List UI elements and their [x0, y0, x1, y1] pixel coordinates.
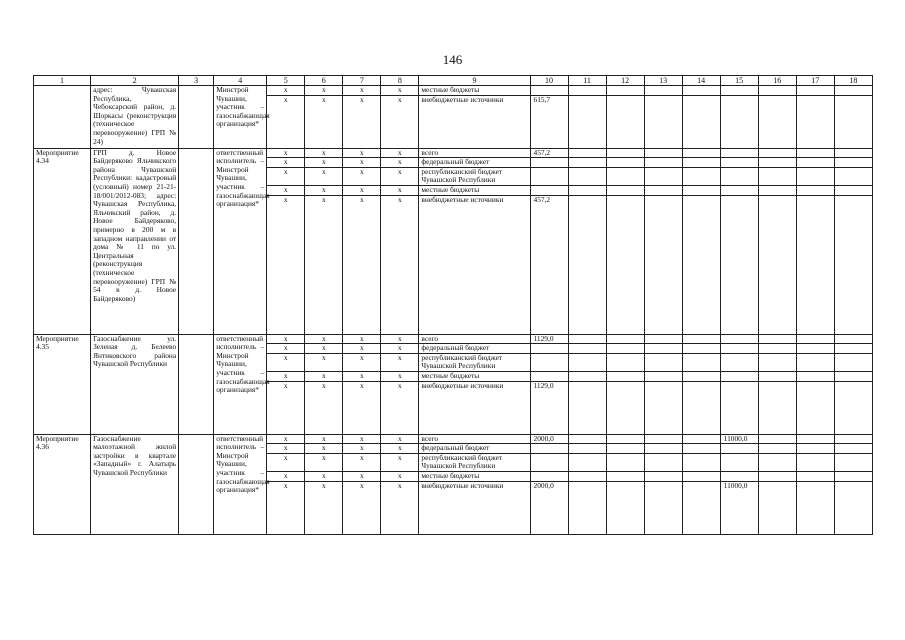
amount-col-17: [796, 481, 834, 534]
amount-col-10: [530, 158, 568, 168]
funding-source: республиканский бюджет Чувашской Республики: [419, 167, 530, 185]
funding-source: республиканский бюджет Чувашской Республики: [419, 353, 530, 371]
budget-code-cell: x: [343, 167, 381, 185]
column-header-4: 4: [214, 76, 267, 86]
budget-code-cell: x: [381, 444, 419, 454]
column-header-5: 5: [267, 76, 305, 86]
amount-col-11: [568, 195, 606, 334]
amount-col-10: 1129,0: [530, 381, 568, 434]
budget-code-cell: x: [305, 148, 343, 158]
budget-code-cell: x: [305, 453, 343, 471]
measure-id: Мероприятие 4.36: [34, 434, 91, 534]
funding-source: местные бюджеты: [419, 185, 530, 195]
budget-code-cell: x: [305, 185, 343, 195]
amount-col-14: [682, 148, 720, 158]
amount-col-10: [530, 167, 568, 185]
column-header-1: 1: [34, 76, 91, 86]
column-header-15: 15: [720, 76, 758, 86]
amount-col-14: [682, 158, 720, 168]
budget-code-cell: x: [381, 381, 419, 434]
amount-col-10: 2000,0: [530, 481, 568, 534]
amount-col-18: [834, 381, 872, 434]
amount-col-17: [796, 471, 834, 481]
budget-code-cell: x: [381, 167, 419, 185]
budget-code-cell: x: [267, 148, 305, 158]
column-header-11: 11: [568, 76, 606, 86]
funding-source: внебюджетные источники: [419, 481, 530, 534]
funding-source: местные бюджеты: [419, 471, 530, 481]
amount-col-14: [682, 95, 720, 148]
budget-code-cell: x: [305, 481, 343, 534]
funding-source: местные бюджеты: [419, 371, 530, 381]
amount-col-17: [796, 353, 834, 371]
budget-code-cell: x: [343, 434, 381, 444]
budget-code-cell: x: [381, 434, 419, 444]
column-header-7: 7: [343, 76, 381, 86]
amount-col-12: [606, 471, 644, 481]
amount-col-13: [644, 344, 682, 354]
funding-source: всего: [419, 334, 530, 344]
budget-code-cell: x: [305, 371, 343, 381]
amount-col-17: [796, 453, 834, 471]
program-table: [33, 75, 873, 535]
amount-col-17: [796, 371, 834, 381]
amount-col-14: [682, 444, 720, 454]
funding-source: федеральный бюджет: [419, 444, 530, 454]
budget-code-cell: x: [343, 195, 381, 334]
amount-col-14: [682, 453, 720, 471]
amount-col-15: [720, 381, 758, 434]
amount-col-12: [606, 86, 644, 96]
amount-col-14: [682, 371, 720, 381]
budget-code-cell: x: [343, 95, 381, 148]
amount-col-11: [568, 334, 606, 344]
amount-col-11: [568, 158, 606, 168]
amount-col-12: [606, 381, 644, 434]
budget-code-cell: x: [305, 344, 343, 354]
amount-col-12: [606, 158, 644, 168]
amount-col-12: [606, 371, 644, 381]
amount-col-15: [720, 195, 758, 334]
funding-source: внебюджетные источники: [419, 95, 530, 148]
budget-code-cell: x: [381, 371, 419, 381]
measure-term: [179, 86, 214, 149]
measure-description: адрес: Чувашская Республика, Чебоксарский район, д. Шоркасы (реконструкция (техническое перевооружение) ГРП № 24): [91, 86, 179, 149]
amount-col-11: [568, 86, 606, 96]
amount-col-16: [758, 195, 796, 334]
amount-col-16: [758, 434, 796, 444]
amount-col-10: [530, 353, 568, 371]
budget-code-cell: x: [381, 334, 419, 344]
amount-col-11: [568, 453, 606, 471]
column-header-12: 12: [606, 76, 644, 86]
amount-col-10: [530, 453, 568, 471]
amount-col-14: [682, 334, 720, 344]
amount-col-17: [796, 185, 834, 195]
budget-code-cell: x: [381, 158, 419, 168]
column-header-16: 16: [758, 76, 796, 86]
amount-col-18: [834, 344, 872, 354]
amount-col-10: [530, 185, 568, 195]
amount-col-11: [568, 371, 606, 381]
budget-code-cell: x: [343, 185, 381, 195]
column-header-2: 2: [91, 76, 179, 86]
measure-id: [34, 86, 91, 149]
amount-col-11: [568, 471, 606, 481]
budget-code-cell: x: [381, 453, 419, 471]
amount-col-13: [644, 95, 682, 148]
budget-code-cell: x: [305, 167, 343, 185]
responsible-executor: ответственный исполнитель – Минстрой Чувашии, участник – газоснабжающая организация*: [214, 434, 267, 534]
budget-code-cell: x: [267, 158, 305, 168]
amount-col-14: [682, 185, 720, 195]
budget-code-cell: x: [267, 86, 305, 96]
amount-col-16: [758, 471, 796, 481]
amount-col-13: [644, 86, 682, 96]
amount-col-14: [682, 195, 720, 334]
amount-col-17: [796, 148, 834, 158]
column-header-10: 10: [530, 76, 568, 86]
amount-col-18: [834, 434, 872, 444]
budget-code-cell: x: [305, 471, 343, 481]
amount-col-13: [644, 434, 682, 444]
budget-code-cell: x: [343, 86, 381, 96]
table-body: [34, 86, 873, 535]
amount-col-18: [834, 444, 872, 454]
amount-col-18: [834, 471, 872, 481]
amount-col-13: [644, 195, 682, 334]
amount-col-14: [682, 471, 720, 481]
amount-col-15: [720, 444, 758, 454]
budget-code-cell: x: [343, 353, 381, 371]
budget-code-cell: x: [267, 471, 305, 481]
amount-col-15: 11000,0: [720, 434, 758, 444]
budget-code-cell: x: [267, 481, 305, 534]
budget-code-cell: x: [267, 444, 305, 454]
amount-col-13: [644, 371, 682, 381]
amount-col-10: [530, 471, 568, 481]
budget-code-cell: x: [305, 381, 343, 434]
amount-col-15: [720, 158, 758, 168]
budget-code-cell: x: [267, 453, 305, 471]
budget-code-cell: x: [343, 444, 381, 454]
amount-col-14: [682, 481, 720, 534]
measure-term: [179, 334, 214, 434]
budget-code-cell: x: [305, 353, 343, 371]
budget-code-cell: x: [343, 453, 381, 471]
budget-code-cell: x: [305, 86, 343, 96]
amount-col-18: [834, 453, 872, 471]
budget-code-cell: x: [305, 195, 343, 334]
amount-col-12: [606, 195, 644, 334]
amount-col-16: [758, 353, 796, 371]
amount-col-11: [568, 481, 606, 534]
budget-code-cell: x: [267, 167, 305, 185]
amount-col-11: [568, 381, 606, 434]
budget-code-cell: x: [381, 148, 419, 158]
amount-col-15: [720, 167, 758, 185]
column-header-9: 9: [419, 76, 530, 86]
budget-code-cell: x: [381, 481, 419, 534]
amount-col-12: [606, 344, 644, 354]
amount-col-16: [758, 453, 796, 471]
amount-col-17: [796, 86, 834, 96]
funding-source: федеральный бюджет: [419, 158, 530, 168]
amount-col-10: [530, 444, 568, 454]
budget-code-cell: x: [381, 95, 419, 148]
column-header-8: 8: [381, 76, 419, 86]
amount-col-17: [796, 334, 834, 344]
funding-source: местные бюджеты: [419, 86, 530, 96]
budget-code-cell: x: [305, 444, 343, 454]
amount-col-16: [758, 481, 796, 534]
amount-col-14: [682, 86, 720, 96]
amount-col-16: [758, 158, 796, 168]
amount-col-10: [530, 86, 568, 96]
amount-col-17: [796, 95, 834, 148]
budget-code-cell: x: [267, 195, 305, 334]
amount-col-12: [606, 453, 644, 471]
amount-col-15: [720, 353, 758, 371]
amount-col-14: [682, 381, 720, 434]
amount-col-12: [606, 481, 644, 534]
amount-col-18: [834, 86, 872, 96]
funding-source: всего: [419, 148, 530, 158]
amount-col-15: [720, 371, 758, 381]
amount-col-12: [606, 148, 644, 158]
amount-col-17: [796, 381, 834, 434]
amount-col-16: [758, 185, 796, 195]
measure-id: Мероприятие 4.35: [34, 334, 91, 434]
amount-col-13: [644, 444, 682, 454]
budget-code-cell: x: [381, 185, 419, 195]
amount-col-18: [834, 148, 872, 158]
budget-code-cell: x: [381, 195, 419, 334]
amount-col-17: [796, 158, 834, 168]
amount-col-14: [682, 167, 720, 185]
budget-code-cell: x: [343, 344, 381, 354]
budget-code-cell: x: [305, 95, 343, 148]
amount-col-11: [568, 353, 606, 371]
amount-col-14: [682, 353, 720, 371]
amount-col-18: [834, 158, 872, 168]
budget-code-cell: x: [267, 434, 305, 444]
budget-code-cell: x: [381, 344, 419, 354]
amount-col-15: [720, 148, 758, 158]
amount-col-17: [796, 434, 834, 444]
amount-col-17: [796, 444, 834, 454]
measure-description: Газоснабжение малоэтажной жилой застройки в квартале «Западный» г. Алатырь Чувашской Республики: [91, 434, 179, 534]
budget-code-cell: x: [267, 95, 305, 148]
budget-code-cell: x: [267, 344, 305, 354]
amount-col-17: [796, 344, 834, 354]
amount-col-12: [606, 167, 644, 185]
amount-col-14: [682, 344, 720, 354]
amount-col-13: [644, 334, 682, 344]
funding-source: внебюджетные источники: [419, 381, 530, 434]
column-header-17: 17: [796, 76, 834, 86]
column-header-18: 18: [834, 76, 872, 86]
column-header-14: 14: [682, 76, 720, 86]
amount-col-15: [720, 344, 758, 354]
budget-code-cell: x: [343, 158, 381, 168]
funding-source: всего: [419, 434, 530, 444]
budget-code-cell: x: [343, 471, 381, 481]
amount-col-11: [568, 167, 606, 185]
column-number-row: [34, 76, 873, 86]
budget-code-cell: x: [267, 371, 305, 381]
amount-col-10: [530, 371, 568, 381]
amount-col-15: [720, 453, 758, 471]
amount-col-14: [682, 434, 720, 444]
budget-code-cell: x: [305, 434, 343, 444]
amount-col-10: 615,7: [530, 95, 568, 148]
budget-code-cell: x: [381, 471, 419, 481]
amount-col-16: [758, 86, 796, 96]
amount-col-11: [568, 148, 606, 158]
amount-col-12: [606, 434, 644, 444]
amount-col-15: [720, 86, 758, 96]
amount-col-15: [720, 334, 758, 344]
page-number: 146: [442, 52, 463, 67]
amount-col-13: [644, 453, 682, 471]
responsible-executor: ответственный исполнитель – Минстрой Чувашии, участник – газоснабжающая организация*: [214, 148, 267, 334]
budget-code-cell: x: [305, 158, 343, 168]
amount-col-13: [644, 471, 682, 481]
amount-col-17: [796, 195, 834, 334]
funding-source: федеральный бюджет: [419, 344, 530, 354]
amount-col-18: [834, 195, 872, 334]
amount-col-10: 457,2: [530, 148, 568, 158]
amount-col-11: [568, 344, 606, 354]
amount-col-16: [758, 371, 796, 381]
amount-col-18: [834, 353, 872, 371]
amount-col-15: [720, 471, 758, 481]
amount-col-10: [530, 344, 568, 354]
amount-col-15: 11000,0: [720, 481, 758, 534]
amount-col-18: [834, 95, 872, 148]
budget-code-cell: x: [267, 353, 305, 371]
responsible-executor: ответственный исполнитель – Минстрой Чувашии, участник – газоснабжающая организация*: [214, 334, 267, 434]
amount-col-16: [758, 148, 796, 158]
amount-col-13: [644, 185, 682, 195]
measure-term: [179, 434, 214, 534]
budget-code-cell: x: [343, 371, 381, 381]
amount-col-12: [606, 444, 644, 454]
amount-col-18: [834, 185, 872, 195]
column-header-6: 6: [305, 76, 343, 86]
amount-col-16: [758, 95, 796, 148]
amount-col-17: [796, 167, 834, 185]
measure-description: Газоснабжение ул. Зеленая д. Белеево Янтиковского района Чувашской Республики: [91, 334, 179, 434]
budget-code-cell: x: [267, 381, 305, 434]
amount-col-15: [720, 185, 758, 195]
budget-code-cell: x: [381, 353, 419, 371]
amount-col-18: [834, 167, 872, 185]
amount-col-15: [720, 95, 758, 148]
budget-code-cell: x: [343, 334, 381, 344]
budget-code-cell: x: [267, 334, 305, 344]
amount-col-11: [568, 185, 606, 195]
amount-col-11: [568, 95, 606, 148]
amount-col-11: [568, 434, 606, 444]
amount-col-13: [644, 353, 682, 371]
amount-col-16: [758, 334, 796, 344]
column-header-3: 3: [179, 76, 214, 86]
column-header-13: 13: [644, 76, 682, 86]
amount-col-12: [606, 95, 644, 148]
amount-col-13: [644, 381, 682, 434]
amount-col-10: 457,2: [530, 195, 568, 334]
funding-source: республиканский бюджет Чувашской Республики: [419, 453, 530, 471]
budget-code-cell: x: [343, 481, 381, 534]
amount-col-16: [758, 167, 796, 185]
amount-col-11: [568, 444, 606, 454]
budget-code-cell: x: [343, 381, 381, 434]
budget-code-cell: x: [267, 185, 305, 195]
measure-term: [179, 148, 214, 334]
amount-col-10: 2000,0: [530, 434, 568, 444]
amount-col-13: [644, 158, 682, 168]
amount-col-18: [834, 481, 872, 534]
measure-description: ГРП д. Новое Байдеряково Яльчикского района Чувашской Республики: кадастровый (условный) номер 21-21-18/001/2012-083; адрес: Чувашская Республика, Яльчикский район, д. Новое Байдеряково, примерно в 200 м в западном направлении от дома № 11 по ул. Центральная (реконструкция (техническое перевооружение) ГРП № 54 в д. Новое Байдеряково): [91, 148, 179, 334]
amount-col-12: [606, 334, 644, 344]
budget-code-cell: x: [381, 86, 419, 96]
amount-col-16: [758, 444, 796, 454]
amount-col-18: [834, 371, 872, 381]
amount-col-16: [758, 344, 796, 354]
amount-col-13: [644, 167, 682, 185]
budget-code-cell: x: [305, 334, 343, 344]
table-row: [34, 86, 873, 96]
amount-col-18: [834, 334, 872, 344]
amount-col-12: [606, 353, 644, 371]
amount-col-12: [606, 185, 644, 195]
measure-id: Мероприятие 4.34: [34, 148, 91, 334]
amount-col-10: 1129,0: [530, 334, 568, 344]
amount-col-16: [758, 381, 796, 434]
amount-col-13: [644, 148, 682, 158]
budget-code-cell: x: [343, 148, 381, 158]
responsible-executor: Минстрой Чувашии, участник – газоснабжающая организация*: [214, 86, 267, 149]
amount-col-13: [644, 481, 682, 534]
funding-source: внебюджетные источники: [419, 195, 530, 334]
